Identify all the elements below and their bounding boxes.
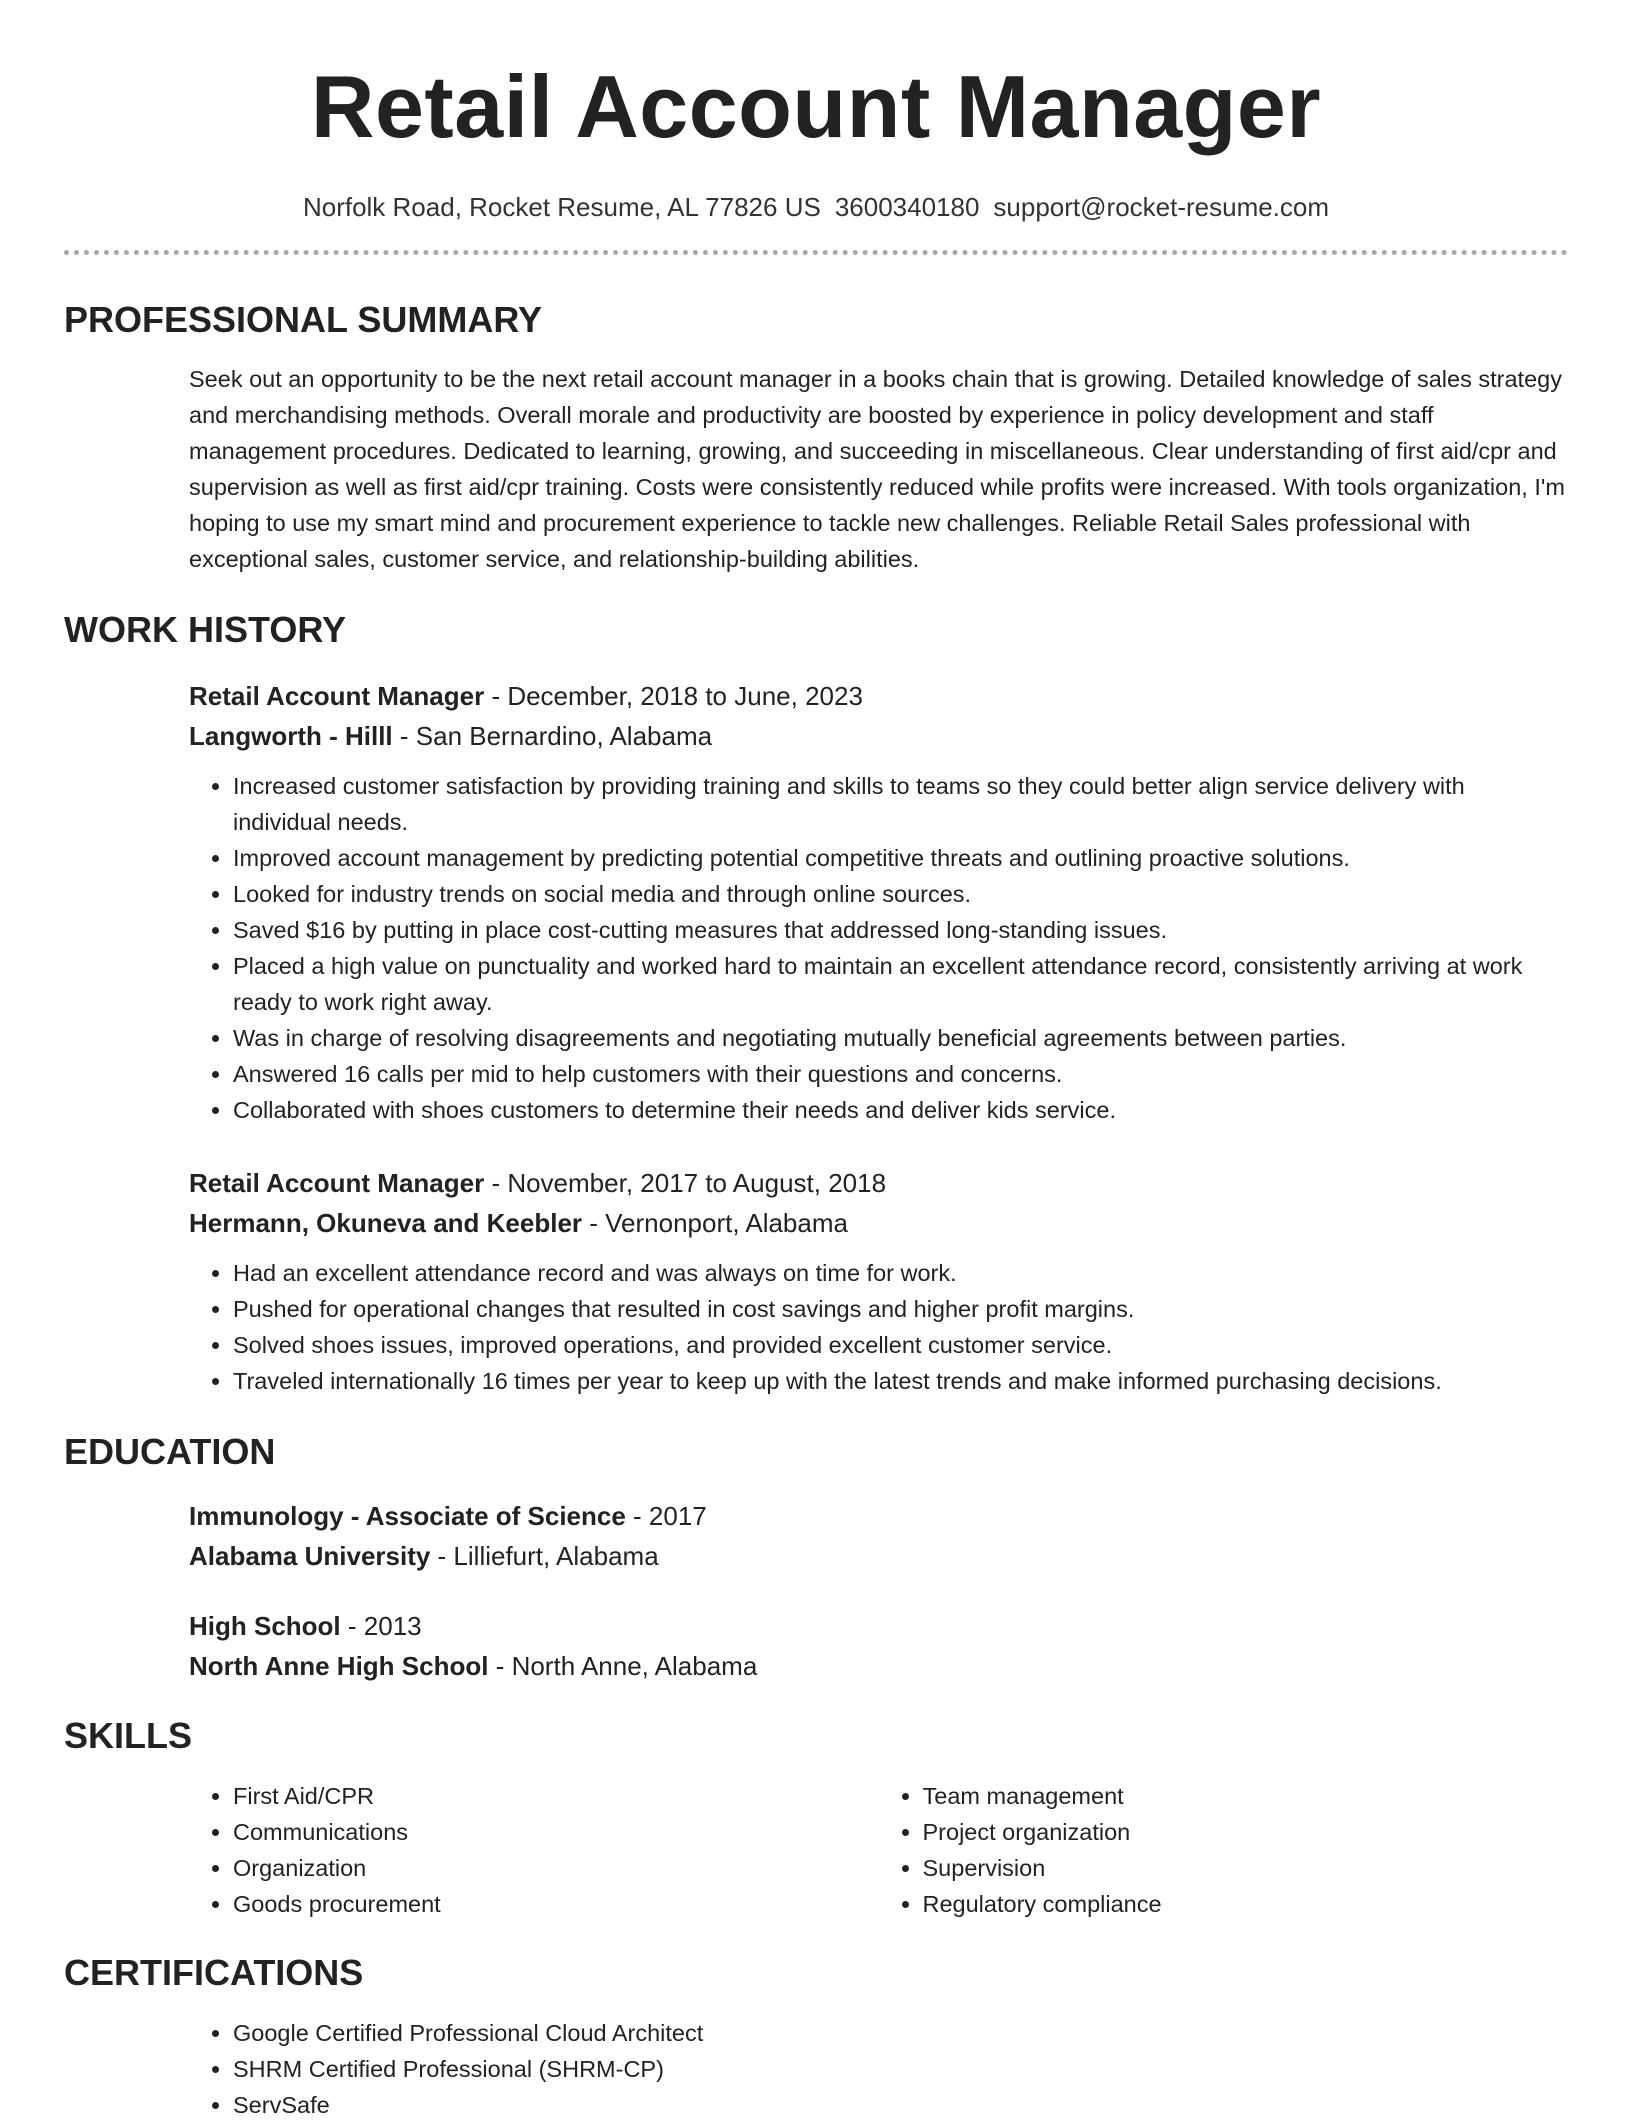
contact-line (64, 190, 1568, 224)
school-location: - Lilliefurt, Alabama (430, 1541, 659, 1571)
list-item: • SHRM Certified Professional (SHRM-CP) (233, 2051, 1568, 2087)
degree-line (189, 1606, 1568, 1646)
job-company: Hermann, Okuneva and Keebler (189, 1208, 583, 1238)
certifications-section (189, 2015, 1568, 2123)
resume-header (64, 52, 1568, 224)
education-entry-1 (189, 1496, 1568, 1576)
school-line (189, 1646, 1568, 1686)
skills-heading: SKILLS (64, 1715, 193, 1756)
education-entry-2 (189, 1606, 1568, 1686)
summary-text: Seek out an opportunity to be the next retail account manager in a books chain that is growing. Detailed knowledge of sales strategy and merchandising methods. Overall morale and productivity are boosted by experience in policy development and staff management procedures. Dedicated to learning, growing, and succeeding in miscellaneous. Clear understanding of first aid/cpr and supervision as well as first aid/cpr training. Costs were consistently reduced while profits were increased. With tools organization, I'm hoping to use my smart mind and procurement experience to tackle new challenges. Reliable Retail Sales professional with exceptional sales, customer service, and relationship-building abilities. (189, 366, 1565, 572)
list-item: • Organization (233, 1850, 879, 1886)
job-location: - San Bernardino, Alabama (392, 721, 713, 751)
skills-column-left (189, 1778, 879, 1922)
header-divider (64, 250, 1568, 255)
list-item: • Team management (923, 1778, 1569, 1814)
list-item: • Solved shoes issues, improved operations, and provided excellent customer service. (233, 1327, 1568, 1363)
degree-name: High School (189, 1611, 341, 1641)
school-name: North Anne High School (189, 1651, 489, 1681)
certifications-heading: CERTIFICATIONS (64, 1952, 364, 1993)
list-item: • Answered 16 calls per mid to help customers with their questions and concerns. (233, 1056, 1568, 1092)
work-history-heading: WORK HISTORY (64, 609, 347, 650)
school-location: - North Anne, Alabama (488, 1651, 758, 1681)
skills-section (189, 1778, 1568, 1922)
job-bullets (189, 1255, 1568, 1399)
summary-heading: PROFESSIONAL SUMMARY (64, 299, 543, 340)
job-entry-1 (189, 676, 1568, 1128)
candidate-name: Retail Account Manager (310, 57, 1322, 156)
job-role: Retail Account Manager (189, 1168, 485, 1198)
job-title-line (189, 676, 1568, 716)
list-item: • ServSafe (233, 2087, 1568, 2123)
list-item: • Goods procurement (233, 1886, 879, 1922)
certifications-list (189, 2015, 1568, 2123)
list-item: • Was in charge of resolving disagreements and negotiating mutually beneficial agreements between parties. (233, 1020, 1568, 1056)
list-item: • Regulatory compliance (923, 1886, 1569, 1922)
job-dates: - December, 2018 to June, 2023 (484, 681, 863, 711)
list-item: • Collaborated with shoes customers to determine their needs and deliver kids service. (233, 1092, 1568, 1128)
school-line (189, 1536, 1568, 1576)
school-name: Alabama University (189, 1541, 431, 1571)
summary-section (189, 361, 1568, 577)
degree-year: - 2013 (340, 1611, 422, 1641)
job-company: Langworth - Hilll (189, 721, 393, 751)
skills-grid (189, 1778, 1568, 1922)
skills-column-right (879, 1778, 1569, 1922)
list-item: • Placed a high value on punctuality and worked hard to maintain an excellent attendance record, consistently arriving at work ready to work right away. (233, 948, 1568, 1020)
contact-phone: 3600340180 (834, 192, 980, 222)
list-item: • Looked for industry trends on social media and through online sources. (233, 876, 1568, 912)
job-company-line (189, 716, 1568, 756)
list-item: • Project organization (923, 1814, 1569, 1850)
list-item: • Had an excellent attendance record and was always on time for work. (233, 1255, 1568, 1291)
job-location: - Vernonport, Alabama (582, 1208, 848, 1238)
education-heading: EDUCATION (64, 1431, 276, 1472)
list-item: • Increased customer satisfaction by providing training and skills to teams so they could better align service delivery with individual needs. (233, 768, 1568, 840)
job-role: Retail Account Manager (189, 681, 485, 711)
list-item: • Traveled internationally 16 times per year to keep up with the latest trends and make informed purchasing decisions. (233, 1363, 1568, 1399)
contact-address: Norfolk Road, Rocket Resume, AL 77826 US (302, 192, 821, 222)
job-company-line (189, 1203, 1568, 1243)
list-item: • Pushed for operational changes that resulted in cost savings and higher profit margins. (233, 1291, 1568, 1327)
list-item: • Google Certified Professional Cloud Architect (233, 2015, 1568, 2051)
list-item: • Supervision (923, 1850, 1569, 1886)
contact-email: support@rocket-resume.com (993, 192, 1330, 222)
job-bullets (189, 768, 1568, 1128)
job-entry-2 (189, 1163, 1568, 1399)
list-item: • First Aid/CPR (233, 1778, 879, 1814)
degree-line (189, 1496, 1568, 1536)
job-dates: - November, 2017 to August, 2018 (484, 1168, 887, 1198)
degree-year: - 2017 (625, 1501, 707, 1531)
degree-name: Immunology - Associate of Science (189, 1501, 626, 1531)
list-item: • Improved account management by predicting potential competitive threats and outlining proactive solutions. (233, 840, 1568, 876)
list-item: • Saved $16 by putting in place cost-cutting measures that addressed long-standing issues. (233, 912, 1568, 948)
list-item: • Communications (233, 1814, 879, 1850)
job-title-line (189, 1163, 1568, 1203)
